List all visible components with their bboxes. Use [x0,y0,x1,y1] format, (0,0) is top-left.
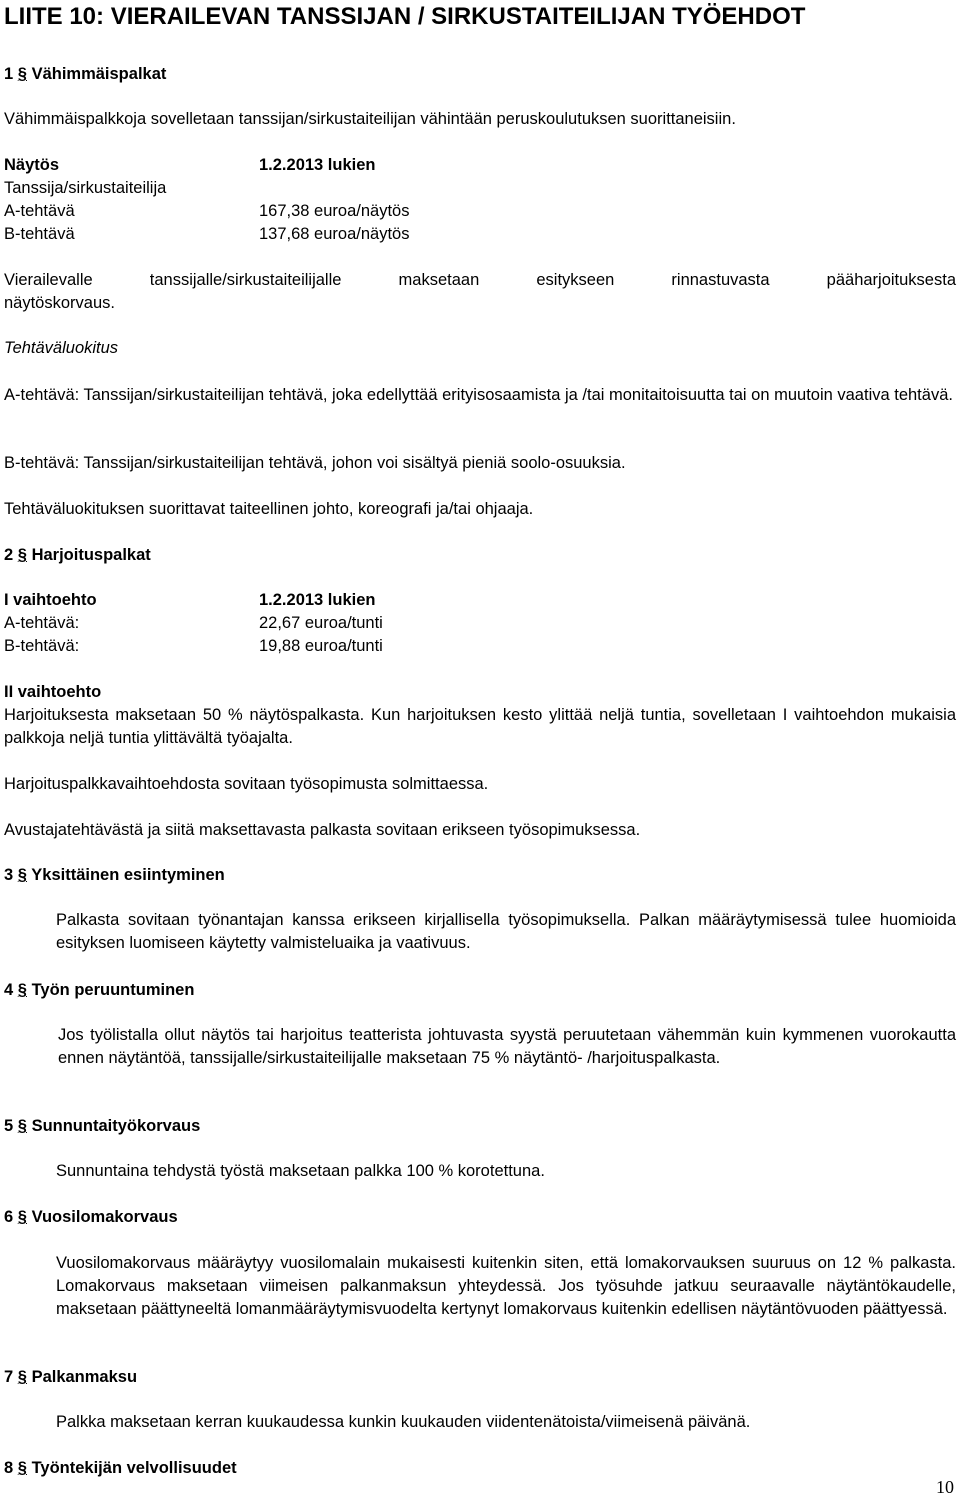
section-sign: § [17,1208,27,1226]
section-title: Palkanmaksu [31,1368,138,1386]
section-title: Työn peruuntuminen [31,981,195,999]
section-sign: § [17,1459,27,1477]
classification-performers: Tehtäväluokituksen suorittavat taiteellinen johto, koreografi ja/tai ohjaaja. [4,500,534,518]
section-6-heading [4,1206,178,1229]
section-title: Vuosilomakorvaus [31,1208,178,1226]
table-row-label: B-tehtävä: [4,637,80,655]
section-number: 8 [4,1459,14,1477]
section-3-text: Palkasta sovitaan työnantajan kanssa erikseen kirjallisella työsopimuksella. Palkan määräytymisessä tulee huomioida esityksen luomiseen käytetty valmisteluaika ja vaativuus. [56,911,956,952]
section-number: 5 [4,1117,14,1135]
section-number: 3 [4,866,14,884]
table-row-label: A-tehtävä [4,202,75,220]
section-sign: § [17,546,27,564]
section-number: 7 [4,1368,14,1386]
assistant-task-text: Avustajatehtävästä ja siitä maksettavasta palkasta sovitaan erikseen työsopimuksessa. [4,821,641,839]
table-row-label: A-tehtävä: [4,614,80,632]
option-2-label: II vaihtoehto [4,683,102,701]
b-task-description: B-tehtävä: Tanssijan/sirkustaiteilijan tehtävä, johon voi sisältyä pieniä soolo-osuuksia. [4,454,626,472]
section-5-text: Sunnuntaina tehdystä työstä maksetaan palkka 100 % korotettuna. [56,1162,545,1180]
section-sign: § [17,1117,27,1135]
section-title: Työntekijän velvollisuudet [31,1459,237,1477]
classification-heading: Tehtäväluokitus [4,339,119,357]
section-sign: § [17,65,27,83]
table-row-value: 19,88 euroa/tunti [259,637,383,655]
table-col1-header: Näytös [4,156,60,174]
section-1-heading [4,63,166,86]
section-title: Yksittäinen esiintyminen [31,866,225,884]
section-sign: § [17,981,27,999]
option-agreement-text: Harjoituspalkkavaihtoehdosta sovitaan työsopimusta solmittaessa. [4,775,489,793]
option-2-text: Harjoituksesta maksetaan 50 % näytöspalkasta. Kun harjoituksen kesto ylittää neljä tuntia, sovelletaan I vaihtoehdon mukaisia palkkoja neljä tuntia ylittävältä työajalta. [4,706,956,747]
section-4-text: Jos työlistalla ollut näytös tai harjoitus teatterista johtuvasta syystä peruutetaan vähemmän kuin kymmenen vuorokautta ennen näytäntöä, tanssijalle/sirkustaiteilijalle maksetaan 75 % näytäntö- /harjoituspalkasta. [58,1026,956,1067]
section-number: 1 [4,65,14,83]
page-title: LIITE 10: VIERAILEVAN TANSSIJAN / SIRKUSTAITEILIJAN TYÖEHDOT [4,3,806,30]
section-number: 6 [4,1208,14,1226]
table-row-value: 137,68 euroa/näytös [259,225,410,243]
table-row-value: 22,67 euroa/tunti [259,614,383,632]
section-number: 2 [4,546,14,564]
table-group-label: Tanssija/sirkustaiteilija [4,179,167,197]
option-1-label: I vaihtoehto [4,591,97,609]
section-sign: § [17,866,27,884]
section-title: Vähimmäispalkat [31,65,167,83]
section-7-heading [4,1366,137,1389]
section-8-heading [4,1457,237,1480]
section-7-text: Palkka maksetaan kerran kuukaudessa kunkin kuukauden viidentenätoista/viimeisenä päivänä. [56,1413,751,1431]
section-3-heading [4,864,225,887]
rehearsal-note-line1: Vierailevalle tanssijalle/sirkustaiteilijalle maksetaan esitykseen rinnastuvasta pääharjoituksesta [4,271,956,289]
table-col2-header: 1.2.2013 lukien [259,156,376,174]
section-1-intro: Vähimmäispalkkoja sovelletaan tanssijan/sirkustaiteilijan vähintään peruskoulutuksen suorittaneisiin. [4,110,736,128]
section-title: Harjoituspalkat [31,546,151,564]
section-title: Sunnuntaityökorvaus [31,1117,201,1135]
a-task-description: A-tehtävä: Tanssijan/sirkustaiteilijan tehtävä, joka edellyttää erityisosaamista ja /tai monitaitoisuutta tai on muutoin vaativa tehtävä. [4,386,953,404]
section-number: 4 [4,981,14,999]
table-row-value: 167,38 euroa/näytös [259,202,410,220]
section-4-heading [4,979,194,1002]
section-2-heading [4,544,151,567]
option-1-date-header: 1.2.2013 lukien [259,591,376,609]
section-6-text: Vuosilomakorvaus määräytyy vuosilomalain mukaisesti kuitenkin siten, että lomakorvauksen suuruus on 12 % palkasta. Lomakorvaus maksetaan viimeisen palkanmaksun yhteydessä. Jos työsuhde jatkuu seuraavalle näytäntökaudelle, maksetaan päättyneeltä lomanmääräytymisvuodelta kertynyt lomakorvaus kuitenkin edellisen näytäntövuoden päättyessä. [56,1254,956,1318]
section-5-heading [4,1115,200,1138]
rehearsal-note-line2: näytöskorvaus. [4,294,115,312]
page-number: 10 [936,1477,954,1497]
table-row-label: B-tehtävä [4,225,75,243]
section-sign: § [17,1368,27,1386]
